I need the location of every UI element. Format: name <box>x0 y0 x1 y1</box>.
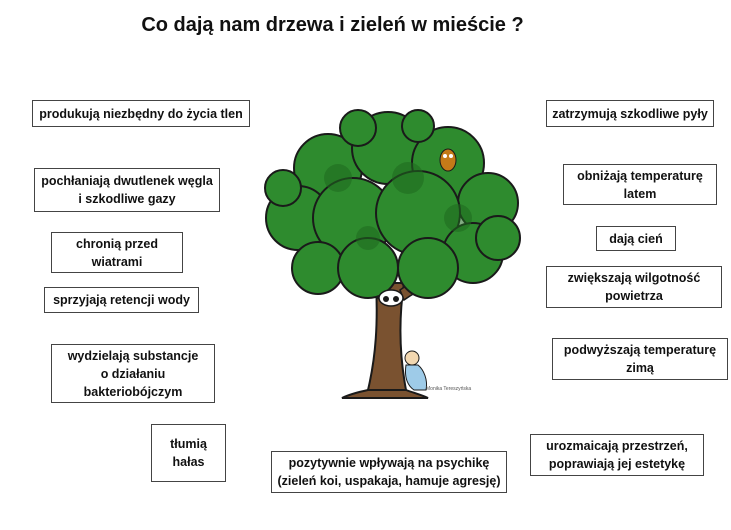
tree-foliage <box>265 110 520 298</box>
benefit-oxygen: produkują niezbędny do życia tlen <box>32 100 250 127</box>
benefit-antibacterial: wydzielają substancje o działaniu bakteriobójczym <box>51 344 215 403</box>
benefit-warming: podwyższają temperaturę zimą <box>552 338 728 380</box>
benefit-humidity: zwiększają wilgotność powietrza <box>546 266 722 308</box>
benefit-aesthetics: urozmaicają przestrzeń, poprawiają jej estetykę <box>530 434 704 476</box>
page-title: Co dają nam drzewa i zieleń w mieście ? <box>141 14 524 36</box>
benefit-dust: zatrzymują szkodliwe pyły <box>546 100 714 127</box>
benefit-shade: dają cień <box>596 226 676 251</box>
person-icon <box>405 351 427 390</box>
benefit-psychology: pozytywnie wpływają na psychikę (zieleń koi, uspakaja, hamuje agresję) <box>271 451 507 493</box>
benefit-noise: tłumią hałas <box>151 424 226 482</box>
owl-icon <box>440 149 456 171</box>
benefit-co2: pochłaniają dwutlenek węgla i szkodliwe gazy <box>34 168 220 212</box>
benefit-cooling: obniżają temperaturę latem <box>563 164 717 205</box>
benefit-wind: chronią przed wiatrami <box>51 232 183 273</box>
benefit-water-retention: sprzyjają retencji wody <box>44 287 199 313</box>
tree-eyes <box>379 290 403 306</box>
illustration-credit: Monika Tereszyńska <box>426 386 472 392</box>
tree-icon <box>258 108 533 400</box>
